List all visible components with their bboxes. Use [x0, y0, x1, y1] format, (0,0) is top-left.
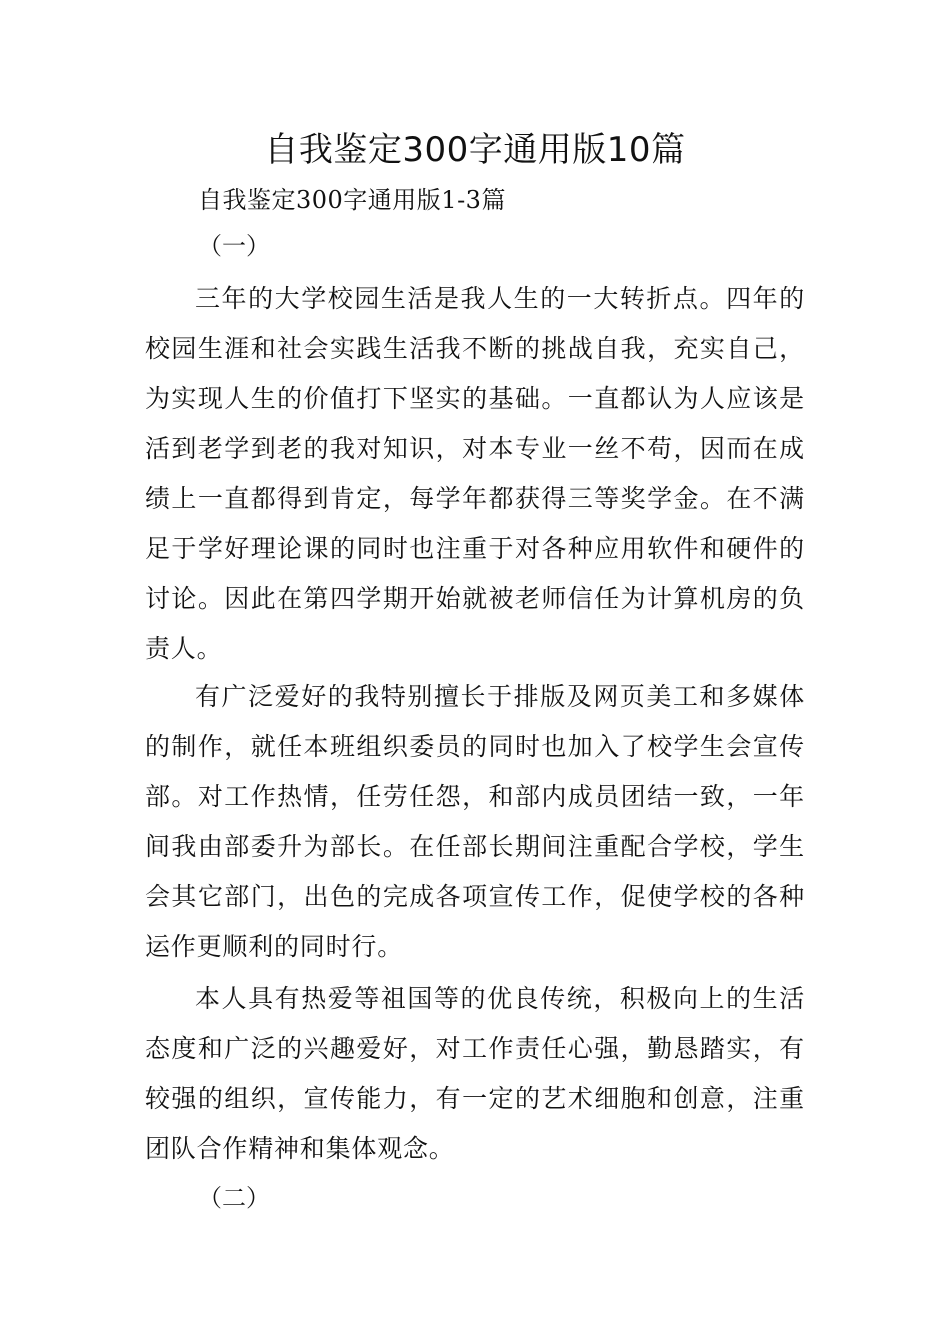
document-subtitle: 自我鉴定300字通用版1-3篇	[198, 186, 506, 214]
section-marker-1: （一）	[198, 232, 270, 260]
paragraph-2: 有广泛爱好的我特别擅长于排版及网页美工和多媒体的制作，就任本班组织委员的同时也加入了校学生会宣传部。对工作热情，任劳任怨，和部内成员团结一致，一年间我由部委升为部长。在任部长期间注重配合学校，学生会其它部门，出色的完成各项宣传工作，促使学校的各种运作更顺利的同时行。	[145, 682, 805, 961]
section-marker-2: （二）	[198, 1184, 270, 1212]
paragraph-3: 本人具有热爱等祖国等的优良传统，积极向上的生活态度和广泛的兴趣爱好，对工作责任心强，勤恳踏实，有较强的组织，宣传能力，有一定的艺术细胞和创意，注重团队合作精神和集体观念。	[145, 984, 805, 1163]
paragraph-1: 三年的大学校园生活是我人生的一大转折点。四年的校园生涯和社会实践生活我不断的挑战自我，充实自己，为实现人生的价值打下坚实的基础。一直都认为人应该是活到老学到老的我对知识，对本专业一丝不苟，因而在成绩上一直都得到肯定，每学年都获得三等奖学金。在不满足于学好理论课的同时也注重于对各种应用软件和硬件的讨论。因此在第四学期开始就被老师信任为计算机房的负责人。	[145, 284, 805, 663]
document-title: 自我鉴定300字通用版10篇	[264, 130, 686, 170]
